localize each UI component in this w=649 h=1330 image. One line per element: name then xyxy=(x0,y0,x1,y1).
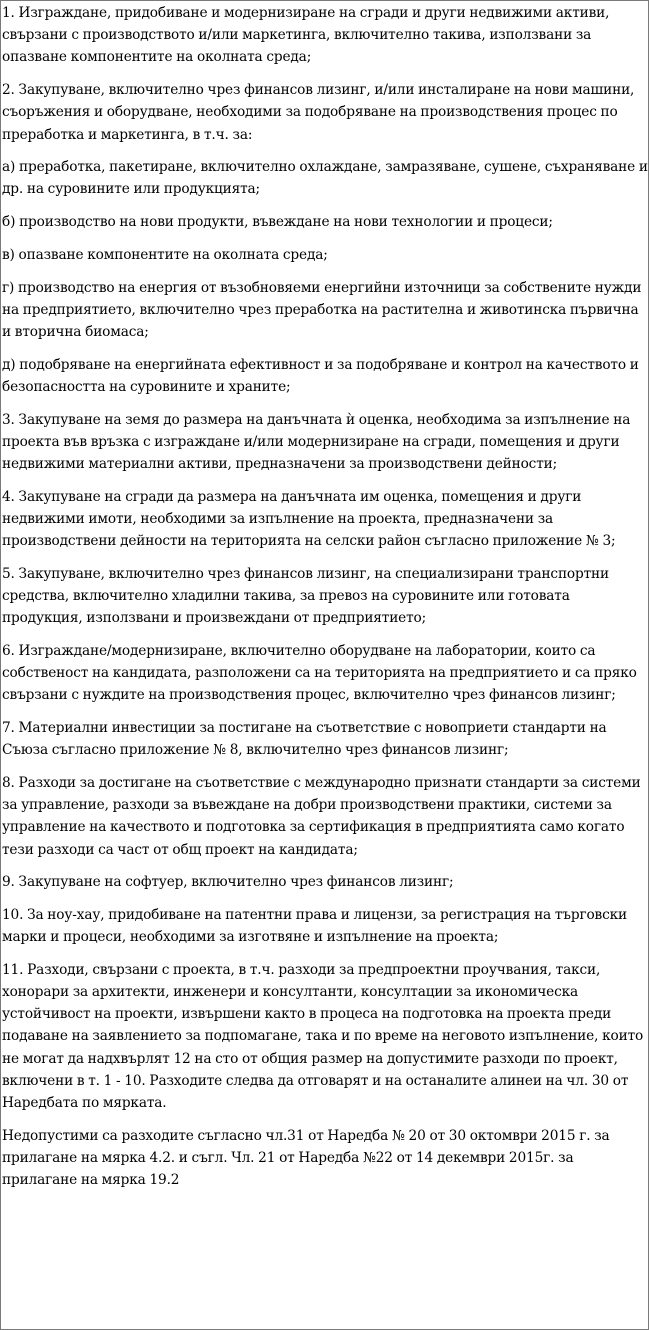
paragraph-item-6: 6. Изграждане/модернизиране, включително оборудване на лаборатории, които са собственост на кандидата, разположени са на територията на предприятието и са пряко свързани с нуждите на производствения процес, включително чрез финансов лизинг; xyxy=(2,642,637,704)
paragraph-item-1: 1. Изграждане, придобиване и модернизиране на сгради и други недвижими активи, свързани с производството и/или маркетинга, включително такива, използвани за опазване компонентите на околната среда; xyxy=(2,5,610,66)
paragraph-item-8: 8. Разходи за достигане на съответствие с международно признати стандарти за системи за управление, разходи за въвеждане на добри производствени практики, системи за управление на качеството и подготовка за сертификация в предприятията само когато тези разходи са част от общ проект на кандидата; xyxy=(2,774,641,858)
paragraph-item-9: 9. Закупуване на софтуер, включително чрез финансов лизинг; xyxy=(2,874,454,891)
paragraph-subitem-b: б) производство на нови продукти, въвеждане на нови технологии и процеси; xyxy=(2,214,553,231)
paragraph-item-2: 2. Закупуване, включително чрез финансов лизинг, и/или инсталиране на нови машини, съоръжения и оборудване, необходими за подобряване на производствения процес по преработка и маркетинга, в т.ч. за: xyxy=(2,82,635,143)
paragraph-subitem-d: д) подобряване на енергийната ефективност и за подобряване и контрол на качеството и безопасността на суровините и храните; xyxy=(2,356,639,395)
paragraph-item-5: 5. Закупуване, включително чрез финансов лизинг, на специализирани транспортни средства, включително хладилни такива, за превоз на суровините или готовата продукция, използвани и произвеждани от предприятието; xyxy=(2,565,609,627)
paragraph-item-10: 10. За ноу-хау, придобиване на патентни права и лицензи, за регистрация на търговски марки и процеси, необходими за изготвяне и изпълнение на проекта; xyxy=(2,906,628,946)
paragraph-subitem-v: в) опазване компонентите на околната среда; xyxy=(2,246,328,263)
paragraph-item-3: 3. Закупуване на земя до размера на данъчната ѝ оценка, необходима за изпълнение на проекта във връзка с изграждане и/или модернизиране на сгради, помещения и други недвижими материални активи, предназначени за производствени дейности; xyxy=(2,411,631,472)
paragraph-item-7: 7. Материални инвестиции за постигане на съответствие с новоприети стандарти на Съюза съгласно приложение № 8, включително чрез финансов лизинг; xyxy=(2,719,607,759)
paragraph-item-4: 4. Закупуване на сгради да размера на данъчната им оценка, помещения и други недвижими имоти, необходими за изпълнение на проекта, предназначени за производствени дейности на територията на селски район съгласно приложение № 3; xyxy=(2,488,616,550)
paragraph-subitem-g: г) производство на енергия от възобновяеми енергийни източници за собствените нужди на предприятието, включително чрез преработка на растителна и животинска първична и вторична биомаса; xyxy=(2,279,642,340)
ineligible-costs-note: Недопустими са разходите съгласно чл.31 от Наредба № 20 от 30 октомври 2015 г. за прилагане на мярка 4.2. и съгл. Чл. 21 от Наредба №22 от 14 декември 2015г. за прилагане на мярка 19.2 xyxy=(2,1127,610,1189)
paragraph-item-11: 11. Разходи, свързани с проекта, в т.ч. разходи за предпроектни проучвания, такси, хонорари за архитекти, инженери и консултанти, консултации за икономическа устойчивост на проекти, извършени както в процеса на подготовка на проекта преди подаване на заявлението за подпомагане, така и по време на неговото изпълнение, които не могат да надхвърлят 12 на сто от общия размер на допустимите разходи по проект, включени в т. 1 - 10. Разходите следва да отговарят и на останалите алинеи на чл. 30 от Наредбата по мярката. xyxy=(2,961,644,1112)
paragraph-subitem-a: а) преработка, пакетиране, включително охлаждане, замразяване, сушене, съхраняване и др. на суровините или продукцията; xyxy=(2,159,648,198)
